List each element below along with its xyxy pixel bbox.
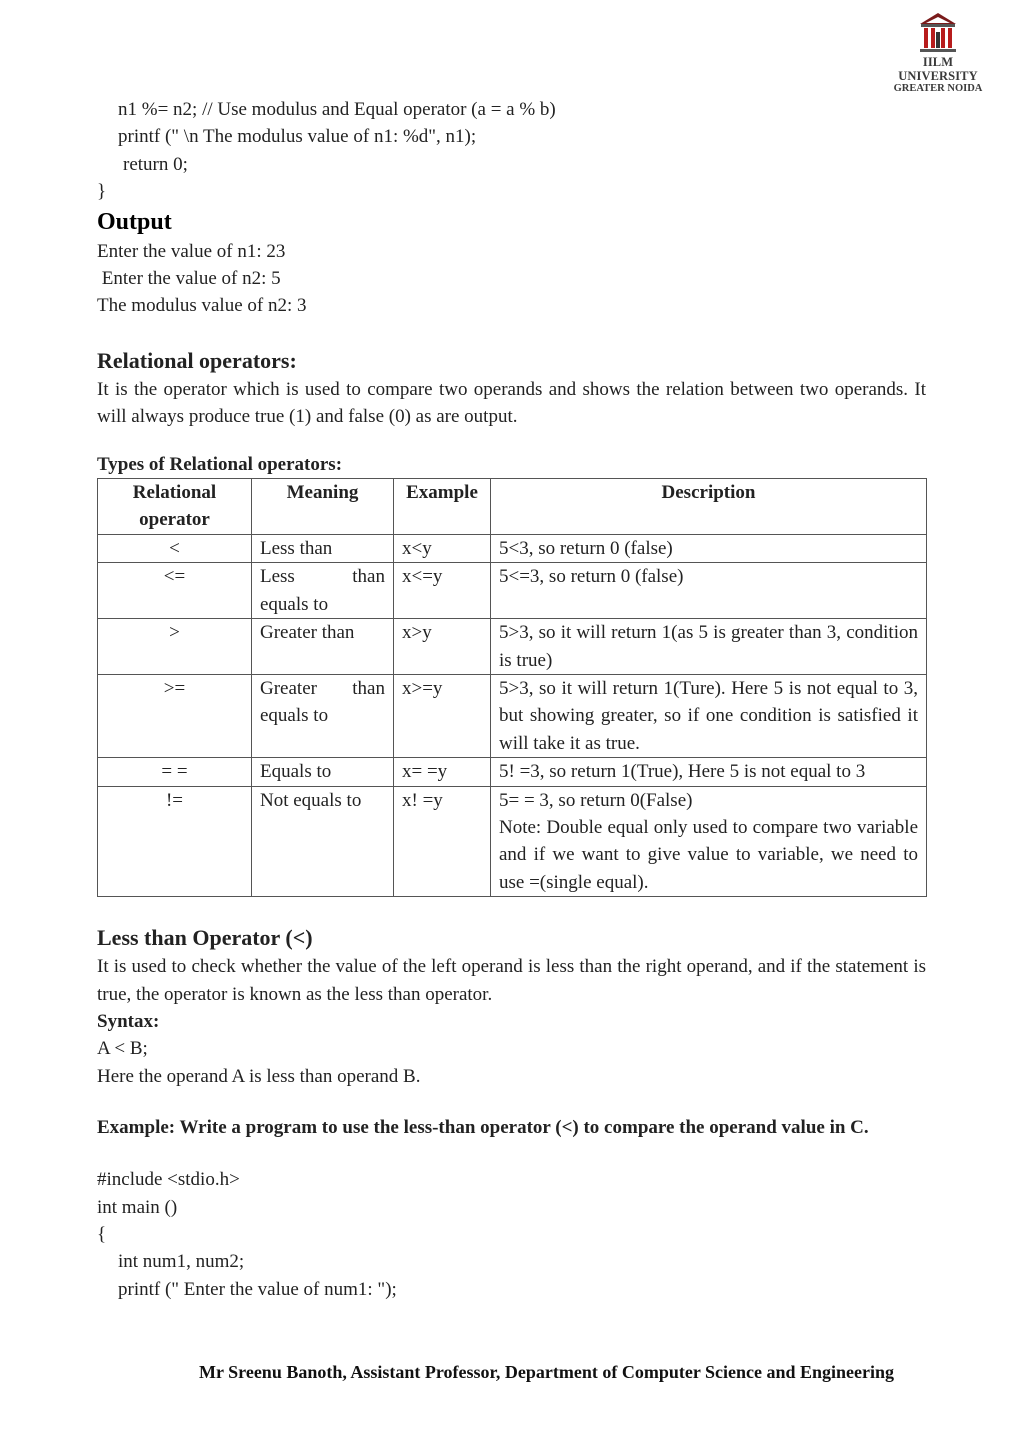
description-cell: 5! =3, so return 1(True), Here 5 is not equal to 3: [491, 758, 927, 786]
output-heading: Output: [97, 208, 172, 235]
syntax-code: A < B;: [97, 1038, 148, 1060]
operator-cell: <=: [98, 563, 252, 619]
example-heading: Example: Write a program to use the less-than operator (<) to compare the operand value in C.: [97, 1117, 869, 1139]
relational-operators-table: [97, 478, 927, 897]
description-cell: 5>3, so it will return 1(Ture). Here 5 is not equal to 3, but showing greater, so if one condition is satisfied it will take it as true.: [491, 674, 927, 757]
meaning-cell: Greater than: [252, 619, 394, 675]
code-line: return 0;: [123, 153, 188, 175]
table-row: [98, 674, 927, 757]
example-cell: x! =y: [394, 786, 491, 897]
column-header: Meaning: [252, 479, 394, 535]
meaning-cell: Equals to: [252, 758, 394, 786]
description-note: Note: Double equal only used to compare two variable and if we want to give value to variable, we need to use =(single equal).: [499, 816, 918, 893]
meaning-cell: Less than: [252, 534, 394, 562]
example-cell: x= =y: [394, 758, 491, 786]
description-cell: [491, 786, 927, 897]
code-line: #include <stdio.h>: [97, 1169, 240, 1191]
description-cell: 5<3, so return 0 (false): [491, 534, 927, 562]
less-than-heading: Less than Operator (<): [97, 925, 313, 951]
meaning-cell: Not equals to: [252, 786, 394, 897]
syntax-explanation: Here the operand A is less than operand B.: [97, 1065, 421, 1087]
operator-cell: <: [98, 534, 252, 562]
code-line: printf (" \n The modulus value of n1: %d", n1);: [118, 126, 477, 148]
relational-heading: Relational operators:: [97, 347, 297, 373]
code-line: int main (): [97, 1196, 178, 1218]
code-line: int num1, num2;: [118, 1251, 245, 1273]
description-cell: 5>3, so it will return 1(as 5 is greater than 3, condition is true): [491, 619, 927, 675]
university-logo: [883, 12, 993, 95]
example-cell: x>y: [394, 619, 491, 675]
description-line: 5= = 3, so return 0(False): [499, 789, 693, 811]
relational-paragraph: It is the operator which is used to compare two operands and shows the relation between two operands. It will always produce true (1) and false (0) as are output.: [97, 378, 926, 428]
logo-location: GREATER NOIDA: [893, 83, 983, 94]
page-content: [97, 96, 926, 1303]
column-header: Relational operator: [98, 479, 252, 535]
operator-cell: >=: [98, 674, 252, 757]
table-row: [98, 534, 927, 562]
meaning-cell: Greater than equals to: [252, 674, 394, 757]
less-than-paragraph: It is used to check whether the value of the left operand is less than the right operand, and if the statement is true, the operator is known as the less than operator.: [97, 956, 926, 1005]
code-line: n1 %= n2; // Use modulus and Equal operator (a = a % b): [118, 99, 556, 120]
operator-cell: !=: [98, 786, 252, 897]
output-line: Enter the value of n2: 5: [97, 268, 281, 290]
example-cell: x>=y: [394, 674, 491, 757]
output-line: The modulus value of n2: 3: [97, 295, 307, 317]
code-line: }: [97, 181, 107, 203]
table-row: [98, 758, 927, 786]
operator-cell: = =: [98, 758, 252, 786]
column-header: Example: [394, 479, 491, 535]
example-cell: x<=y: [394, 563, 491, 619]
page-footer: Mr Sreenu Banoth, Assistant Professor, Department of Computer Science and Engineering: [199, 1362, 894, 1382]
column-header: Description: [491, 479, 927, 535]
output-line: Enter the value of n1: 23: [97, 240, 286, 262]
table-row: [98, 786, 927, 897]
building-columns-icon: [918, 12, 958, 54]
logo-university-name: IILM UNIVERSITY: [898, 55, 978, 83]
table-row: [98, 563, 927, 619]
table-header-row: [98, 479, 927, 535]
operator-cell: >: [98, 619, 252, 675]
example-cell: x<y: [394, 534, 491, 562]
table-row: [98, 619, 927, 675]
code-line: printf (" Enter the value of num1: ");: [118, 1278, 397, 1300]
types-heading: Types of Relational operators:: [97, 453, 343, 475]
description-cell: 5<=3, so return 0 (false): [491, 563, 927, 619]
syntax-label: Syntax:: [97, 1010, 160, 1032]
code-line: {: [97, 1224, 107, 1245]
meaning-cell: Less than equals to: [252, 563, 394, 619]
